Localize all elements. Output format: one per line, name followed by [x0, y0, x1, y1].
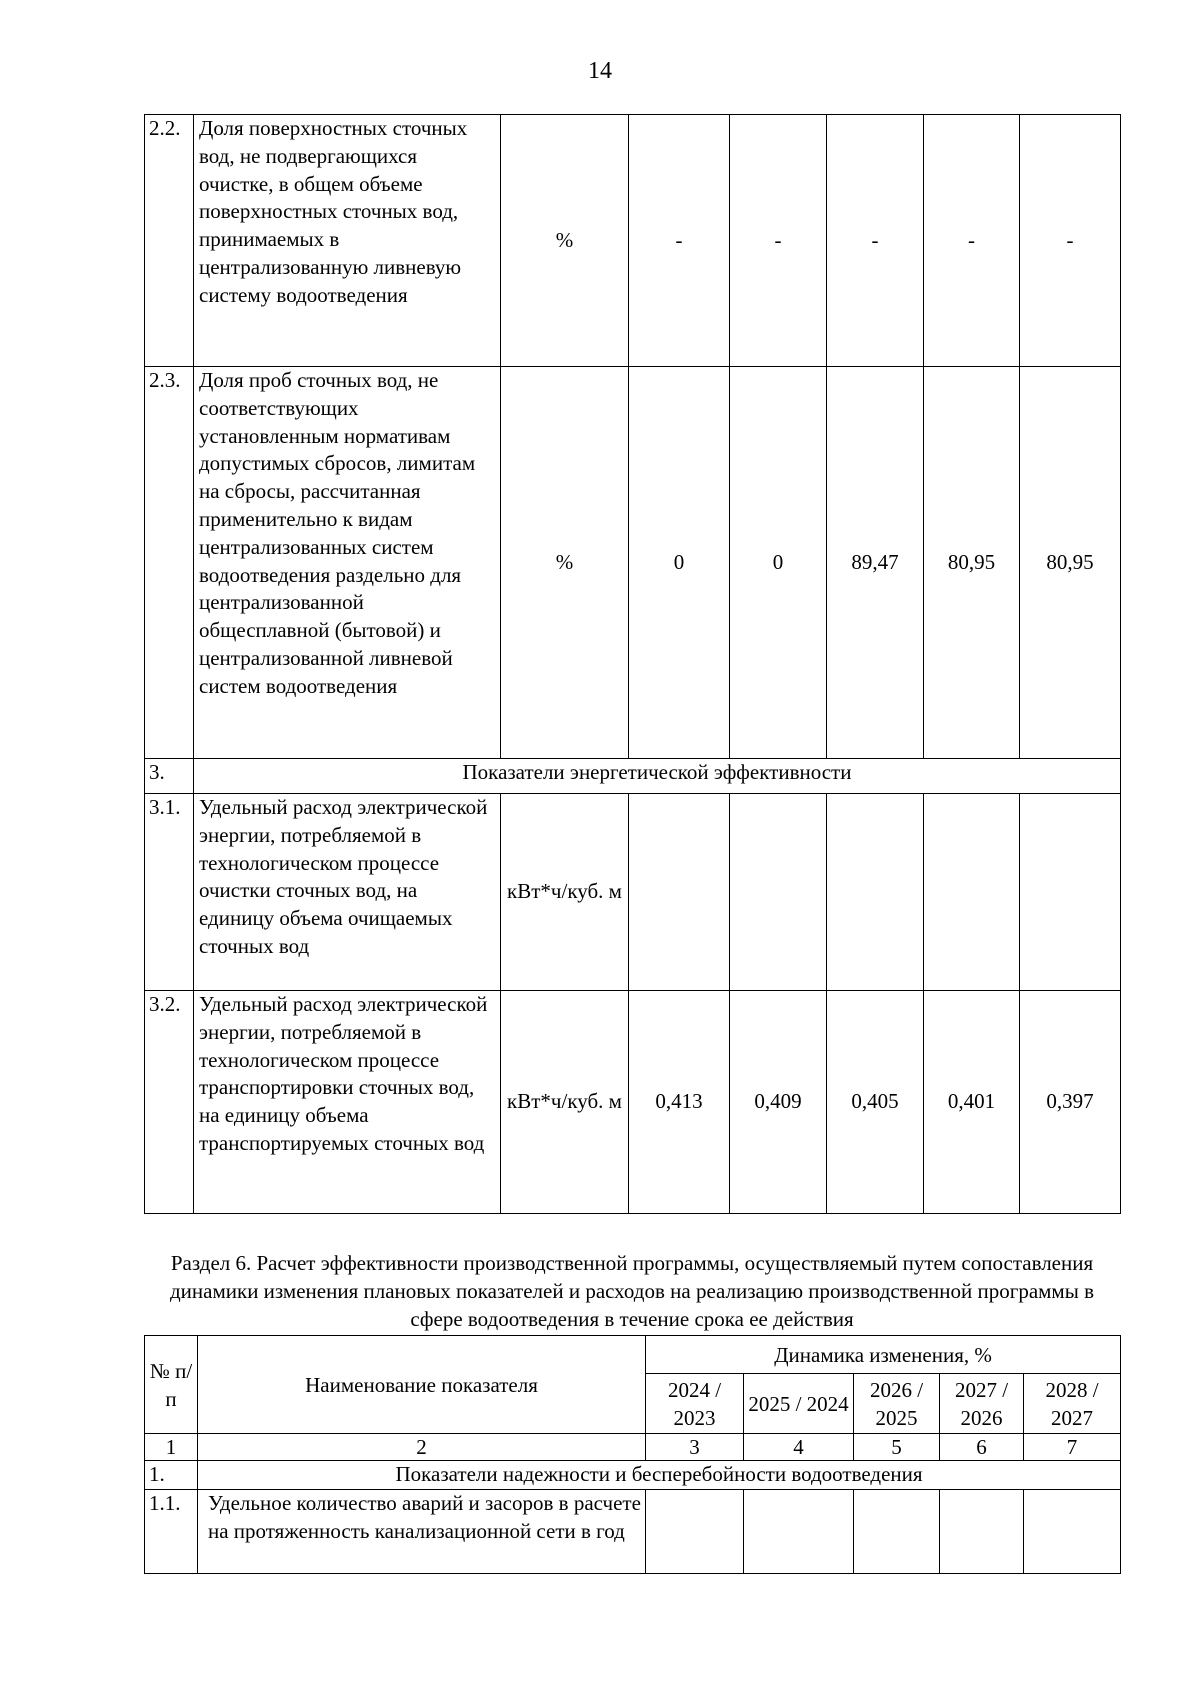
header-row	[145, 1336, 1121, 1374]
value-cell	[629, 794, 730, 991]
section-title: Показатели надежности и бесперебойности водоотведения	[198, 1461, 1121, 1490]
value-cell: 0,405	[827, 991, 924, 1214]
unit-cell: кВт*ч/куб. м	[501, 991, 629, 1214]
value-cell: 89,47	[827, 367, 924, 759]
column-index: 5	[854, 1434, 940, 1461]
column-index: 6	[940, 1434, 1024, 1461]
value-cell	[646, 1490, 744, 1574]
header-year: 2028 / 2027	[1024, 1374, 1121, 1434]
table-row	[145, 991, 1121, 1214]
dynamics-table	[144, 1335, 1121, 1574]
table-row	[145, 367, 1121, 759]
value-cell	[940, 1490, 1024, 1574]
column-index: 1	[145, 1434, 198, 1461]
header-indicator-name: Наименование показателя	[198, 1336, 646, 1434]
column-index: 2	[198, 1434, 646, 1461]
indicator-name: Удельный расход электрической энергии, потребляемой в технологическом процессе транспортировки сточных вод, на единицу объема транспортируемых сточных вод	[194, 991, 501, 1214]
indicators-table	[144, 114, 1121, 1214]
section-6-caption: Раздел 6. Расчет эффективности производственной программы, осуществляемый путем сопоставления динамики изменения плановых показателей и расходов на реализацию производственной программы в сфере водоотведения в течение срока ее действия	[169, 1251, 1094, 1331]
value-cell: 0	[730, 367, 827, 759]
unit-cell: %	[501, 367, 629, 759]
section-row	[145, 1461, 1121, 1490]
unit-cell: %	[501, 115, 629, 367]
header-dynamics: Динамика изменения, %	[646, 1336, 1121, 1374]
row-number: 3.1.	[145, 794, 194, 991]
row-number: 1.1.	[145, 1490, 198, 1574]
page-number: 14	[588, 58, 612, 84]
value-cell: -	[629, 115, 730, 367]
value-cell: 0,413	[629, 991, 730, 1214]
section-number: 3.	[145, 759, 194, 794]
indicator-name: Доля поверхностных сточных вод, не подвергающихся очистке, в общем объеме поверхностных сточных вод, принимаемых в централизованную ливневую систему водоотведения	[194, 115, 501, 367]
section-row	[145, 759, 1121, 794]
value-cell	[1024, 1490, 1121, 1574]
indicator-name: Удельное количество аварий и засоров в расчете на протяженность канализационной сети в год	[198, 1490, 646, 1574]
table-row	[145, 794, 1121, 991]
value-cell: -	[827, 115, 924, 367]
value-cell	[854, 1490, 940, 1574]
row-number: 2.2.	[145, 115, 194, 367]
value-cell: 80,95	[1020, 367, 1121, 759]
header-year: 2025 / 2024	[744, 1374, 854, 1434]
value-cell: 0,397	[1020, 991, 1121, 1214]
header-number: № п/п	[145, 1336, 198, 1434]
row-number: 2.3.	[145, 367, 194, 759]
value-cell	[827, 794, 924, 991]
value-cell	[730, 794, 827, 991]
value-cell	[924, 794, 1020, 991]
value-cell: 80,95	[924, 367, 1020, 759]
indicator-name: Удельный расход электрической энергии, потребляемой в технологическом процессе очистки сточных вод, на единицу объема очищаемых сточных вод	[194, 794, 501, 991]
column-index: 7	[1024, 1434, 1121, 1461]
unit-cell: кВт*ч/куб. м	[501, 794, 629, 991]
value-cell: -	[924, 115, 1020, 367]
header-year: 2027 / 2026	[940, 1374, 1024, 1434]
column-index: 3	[646, 1434, 744, 1461]
value-cell: -	[730, 115, 827, 367]
column-index: 4	[744, 1434, 854, 1461]
value-cell: 0	[629, 367, 730, 759]
header-year: 2026 / 2025	[854, 1374, 940, 1434]
section-number: 1.	[145, 1461, 198, 1490]
row-number: 3.2.	[145, 991, 194, 1214]
table-row	[145, 115, 1121, 367]
value-cell	[1020, 794, 1121, 991]
column-index-row	[145, 1434, 1121, 1461]
section-title: Показатели энергетической эффективности	[194, 759, 1121, 794]
value-cell: 0,409	[730, 991, 827, 1214]
value-cell: -	[1020, 115, 1121, 367]
header-year: 2024 / 2023	[646, 1374, 744, 1434]
value-cell	[744, 1490, 854, 1574]
table-row	[145, 1490, 1121, 1574]
value-cell: 0,401	[924, 991, 1020, 1214]
indicator-name: Доля проб сточных вод, не соответствующих установленным нормативам допустимых сбросов, лимитам на сбросы, рассчитанная применительно к видам централизованных систем водоотведения раздельно для централизованной общесплавной (бытовой) и централизованной ливневой систем водоотведения	[194, 367, 501, 759]
